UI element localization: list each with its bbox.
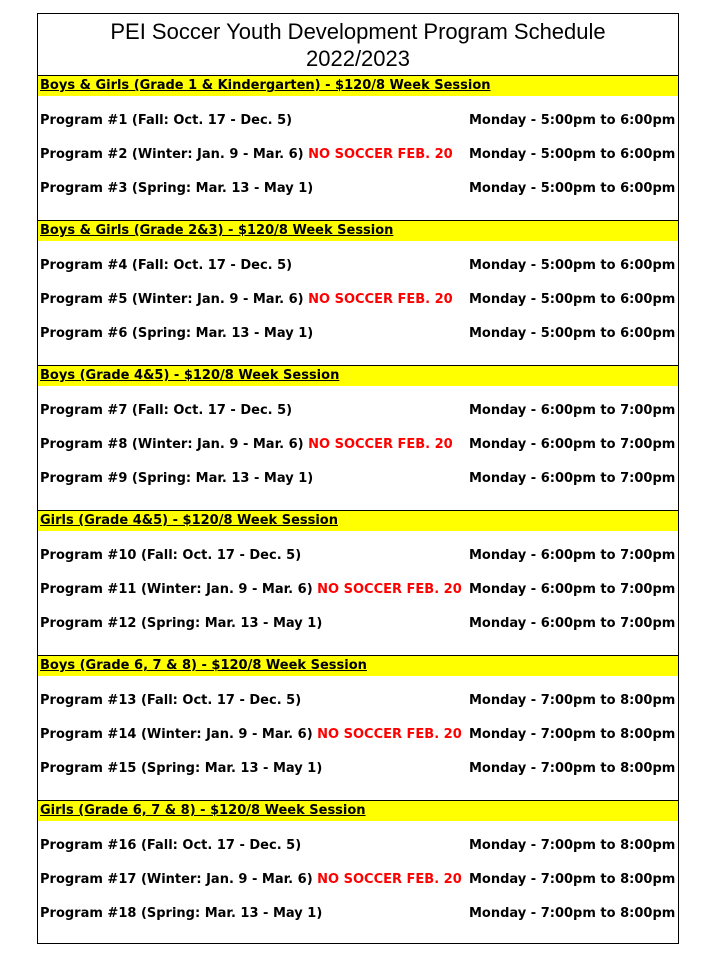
section-header: Boys & Girls (Grade 1 & Kindergarten) - $120/8 Week Session: [38, 76, 678, 96]
program-time: Monday - 5:00pm to 6:00pm: [469, 292, 676, 307]
program-label: Program #12 (Spring: Mar. 13 - May 1): [40, 616, 323, 631]
section-header: Boys & Girls (Grade 2&3) - $120/8 Week Session: [38, 221, 678, 241]
program-time: Monday - 6:00pm to 7:00pm: [469, 548, 676, 563]
title-block: [38, 14, 678, 76]
no-soccer-note: NO SOCCER FEB. 20: [308, 147, 453, 162]
program-time: Monday - 6:00pm to 7:00pm: [469, 437, 676, 452]
program-time: Monday - 7:00pm to 8:00pm: [469, 761, 676, 776]
program-description: [40, 111, 292, 131]
program-row: [38, 145, 678, 165]
program-label: Program #18 (Spring: Mar. 13 - May 1): [40, 906, 323, 921]
program-time: Monday - 6:00pm to 7:00pm: [469, 582, 676, 597]
program-row: [38, 691, 678, 711]
program-time: Monday - 5:00pm to 6:00pm: [469, 113, 676, 128]
program-description: [40, 469, 313, 489]
no-soccer-note: NO SOCCER FEB. 20: [317, 872, 462, 887]
program-row: [38, 904, 678, 924]
program-description: [40, 580, 462, 600]
program-row: [38, 256, 678, 276]
program-row: [38, 401, 678, 421]
program-description: [40, 324, 313, 344]
schedule-sheet: [37, 13, 679, 944]
program-section: [38, 801, 678, 946]
program-section: [38, 511, 678, 656]
program-section: [38, 221, 678, 366]
program-label: Program #4 (Fall: Oct. 17 - Dec. 5): [40, 258, 293, 273]
program-time: Monday - 7:00pm to 8:00pm: [469, 838, 676, 853]
program-description: [40, 179, 313, 199]
program-time: Monday - 5:00pm to 6:00pm: [469, 181, 676, 196]
program-label: Program #7 (Fall: Oct. 17 - Dec. 5): [40, 403, 293, 418]
program-row: [38, 290, 678, 310]
no-soccer-note: NO SOCCER FEB. 20: [317, 727, 462, 742]
program-time: Monday - 5:00pm to 6:00pm: [469, 326, 676, 341]
program-label: Program #14 (Winter: Jan. 9 - Mar. 6): [40, 727, 313, 742]
program-section: [38, 656, 678, 801]
section-header: Girls (Grade 6, 7 & 8) - $120/8 Week Session: [38, 801, 678, 821]
program-description: [40, 836, 301, 856]
program-description: [40, 691, 301, 711]
program-time: Monday - 7:00pm to 8:00pm: [469, 872, 676, 887]
program-time: Monday - 5:00pm to 6:00pm: [469, 258, 676, 273]
program-description: [40, 870, 462, 890]
program-row: [38, 759, 678, 779]
program-time: Monday - 5:00pm to 6:00pm: [469, 147, 676, 162]
program-section: [38, 366, 678, 511]
program-description: [40, 145, 453, 165]
program-description: [40, 614, 322, 634]
program-row: [38, 324, 678, 344]
program-row: [38, 870, 678, 890]
program-time: Monday - 7:00pm to 8:00pm: [469, 693, 676, 708]
program-row: [38, 111, 678, 131]
program-row: [38, 179, 678, 199]
program-label: Program #8 (Winter: Jan. 9 - Mar. 6): [40, 437, 304, 452]
section-header: Girls (Grade 4&5) - $120/8 Week Session: [38, 511, 678, 531]
sections: [38, 76, 678, 946]
program-description: [40, 435, 453, 455]
no-soccer-note: NO SOCCER FEB. 20: [308, 292, 453, 307]
program-row: [38, 469, 678, 489]
section-header: Boys (Grade 4&5) - $120/8 Week Session: [38, 366, 678, 386]
program-label: Program #3 (Spring: Mar. 13 - May 1): [40, 181, 314, 196]
program-label: Program #16 (Fall: Oct. 17 - Dec. 5): [40, 838, 302, 853]
no-soccer-note: NO SOCCER FEB. 20: [317, 582, 462, 597]
program-time: Monday - 7:00pm to 8:00pm: [469, 727, 676, 742]
program-row: [38, 725, 678, 745]
program-row: [38, 836, 678, 856]
program-description: [40, 401, 292, 421]
season-year: 2022/2023: [306, 46, 410, 71]
program-description: [40, 759, 322, 779]
program-label: Program #15 (Spring: Mar. 13 - May 1): [40, 761, 323, 776]
program-description: [40, 725, 462, 745]
program-time: Monday - 6:00pm to 7:00pm: [469, 403, 676, 418]
program-description: [40, 904, 322, 924]
section-header: Boys (Grade 6, 7 & 8) - $120/8 Week Session: [38, 656, 678, 676]
no-soccer-note: NO SOCCER FEB. 20: [308, 437, 453, 452]
program-time: Monday - 6:00pm to 7:00pm: [469, 471, 676, 486]
program-time: Monday - 6:00pm to 7:00pm: [469, 616, 676, 631]
program-row: [38, 614, 678, 634]
program-label: Program #2 (Winter: Jan. 9 - Mar. 6): [40, 147, 304, 162]
program-label: Program #6 (Spring: Mar. 13 - May 1): [40, 326, 314, 341]
program-time: Monday - 7:00pm to 8:00pm: [469, 906, 676, 921]
program-description: [40, 256, 292, 276]
program-description: [40, 546, 301, 566]
program-label: Program #5 (Winter: Jan. 9 - Mar. 6): [40, 292, 304, 307]
program-label: Program #10 (Fall: Oct. 17 - Dec. 5): [40, 548, 302, 563]
program-label: Program #9 (Spring: Mar. 13 - May 1): [40, 471, 314, 486]
program-row: [38, 580, 678, 600]
program-section: [38, 76, 678, 221]
program-label: Program #17 (Winter: Jan. 9 - Mar. 6): [40, 872, 313, 887]
program-row: [38, 435, 678, 455]
program-label: Program #1 (Fall: Oct. 17 - Dec. 5): [40, 113, 293, 128]
program-label: Program #13 (Fall: Oct. 17 - Dec. 5): [40, 693, 302, 708]
program-label: Program #11 (Winter: Jan. 9 - Mar. 6): [40, 582, 313, 597]
page-title: PEI Soccer Youth Development Program Schedule: [110, 19, 606, 44]
program-description: [40, 290, 453, 310]
program-row: [38, 546, 678, 566]
